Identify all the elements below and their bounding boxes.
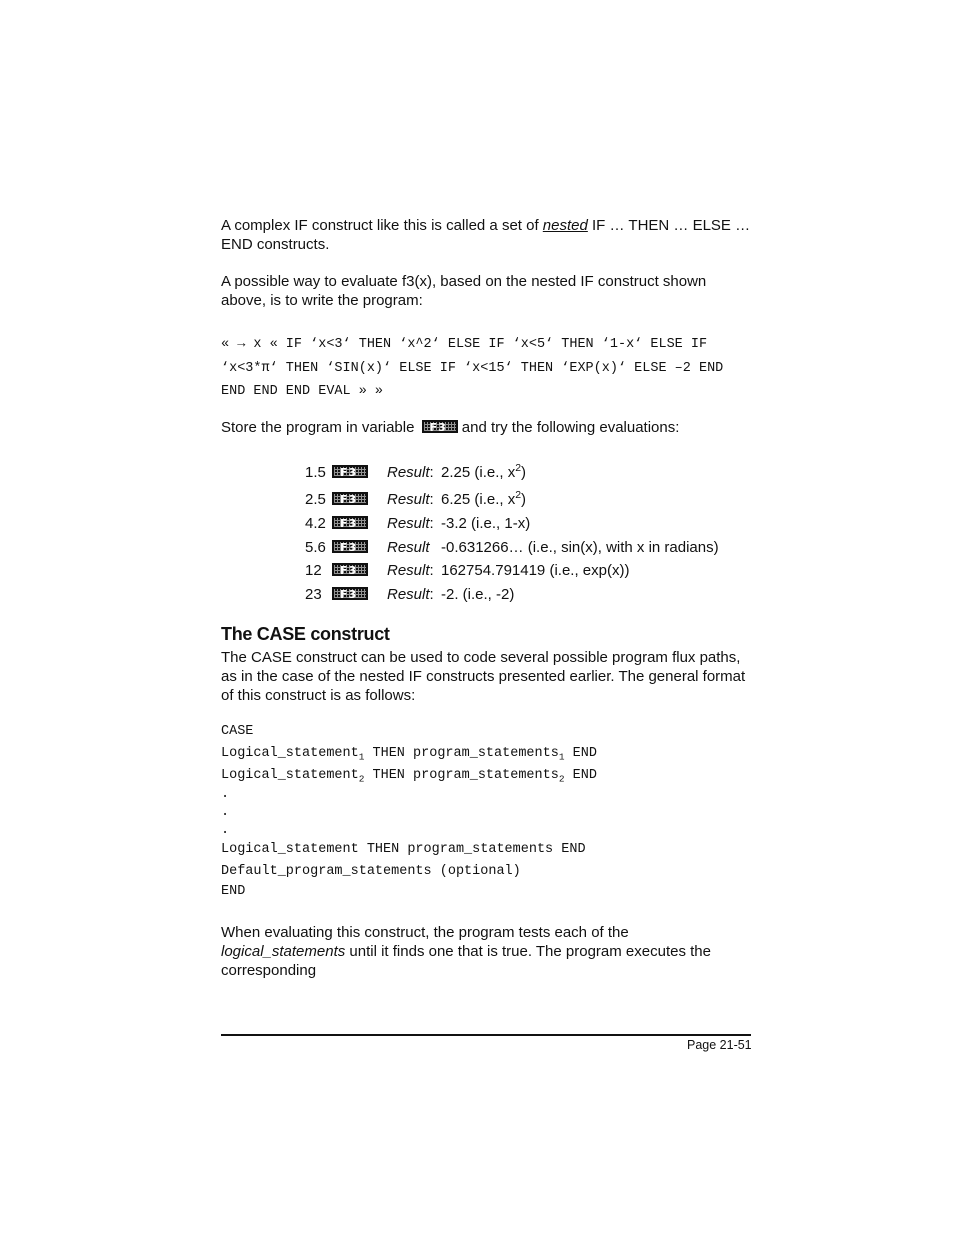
page-number: Page 21-51 — [687, 1038, 752, 1052]
evaluation-input: 4.2 — [305, 515, 326, 532]
f3-softkey-icon — [332, 492, 368, 505]
logical-statements-emphasis: logical_statements — [221, 943, 346, 960]
f3-softkey-icon — [332, 587, 368, 600]
case-line-2: Logical_statement$_2$ THEN program_statements$_2$ END — [221, 768, 597, 785]
para1-text: A complex IF construct like this is called a set of — [221, 217, 543, 234]
evaluation-row — [305, 561, 765, 580]
evaluation-row — [305, 490, 765, 509]
f3-softkey-icon — [332, 516, 368, 529]
result-value: 2.25 (i.e., $x^2$) — [441, 462, 527, 481]
result-value: -2. (i.e., -2) — [441, 586, 515, 603]
result-value: 6.25 (i.e., $x^2$) — [441, 489, 527, 508]
para4-text-end: until it finds one that is true. The program executes the corresponding — [221, 943, 711, 979]
evaluation-row — [305, 585, 765, 604]
f3-softkey-icon — [332, 465, 368, 478]
result-label: Result: — [387, 491, 434, 508]
f3-softkey-icon — [332, 540, 368, 553]
case-syntax-code — [221, 722, 761, 902]
evaluation-row — [305, 538, 765, 557]
result-label: Result: — [387, 464, 434, 481]
ellipsis-dot: . — [221, 823, 230, 838]
paragraph-nested-if — [221, 216, 751, 254]
evaluation-input: 12 — [305, 562, 322, 579]
store-text-end: and try the following evaluations: — [457, 419, 680, 436]
store-text: Store the program in variable — [221, 419, 419, 436]
paragraph-evaluating — [221, 923, 751, 980]
section-heading: The CASE construct — [221, 624, 390, 644]
evaluation-input: 5.6 — [305, 539, 326, 556]
evaluation-row — [305, 463, 765, 482]
result-value: -0.631266… (i.e., sin(x), with x in radians) — [441, 539, 719, 556]
program-code — [221, 333, 761, 404]
program-line-2: ‘x<3*π‘ THEN ‘SIN(x)‘ ELSE IF ‘x<15‘ THEN ‘EXP(x)‘ ELSE –2 END — [221, 360, 724, 376]
program-line-1: « → x « IF ‘x<3‘ THEN ‘x^2‘ ELSE IF ‘x<5‘ THEN ‘1-x‘ ELSE IF — [221, 337, 708, 352]
paragraph-case-intro: The CASE construct can be used to code several possible program flux paths, as in the case of the nested IF constructs presented earlier. The general format of this construct is as follows: — [221, 649, 746, 704]
footer-rule — [221, 1034, 751, 1036]
case-line-1: Logical_statement$_1$ THEN program_statements$_1$ END — [221, 746, 597, 763]
case-line-keyword: CASE — [221, 724, 254, 739]
evaluation-input: 2.5 — [305, 491, 326, 508]
evaluation-row — [305, 514, 765, 533]
f3-softkey-icon — [332, 563, 368, 576]
paragraph-store — [221, 418, 751, 437]
ellipsis-dot: . — [221, 787, 230, 802]
nested-emphasis: nested — [542, 217, 588, 234]
case-line-end: END — [221, 884, 246, 899]
result-value: -3.2 (i.e., 1-x) — [441, 515, 531, 532]
para4-text: When evaluating this construct, the program tests each of the — [221, 924, 629, 941]
result-label: Result: — [387, 586, 434, 603]
result-label: Result: — [387, 515, 434, 532]
result-label: Result: — [387, 562, 434, 579]
evaluation-input: 1.5 — [305, 464, 326, 481]
para1-text-end: IF … THEN … ELSE … END constructs. — [221, 217, 751, 253]
case-line-general: Logical_statement THEN program_statements END — [221, 842, 586, 857]
paragraph-evaluate: A possible way to evaluate f3(x), based on the nested IF construct shown above, is to write the program: — [221, 273, 707, 309]
ellipsis-dot: . — [221, 805, 230, 820]
program-line-3: END END END EVAL » » — [221, 384, 384, 399]
f3-softkey-icon — [422, 420, 458, 433]
case-line-default: Default_program_statements (optional) — [221, 864, 521, 879]
result-value: 162754.791419 (i.e., exp(x)) — [441, 562, 630, 579]
result-label: Result — [387, 539, 430, 556]
evaluation-input: 23 — [305, 586, 322, 603]
